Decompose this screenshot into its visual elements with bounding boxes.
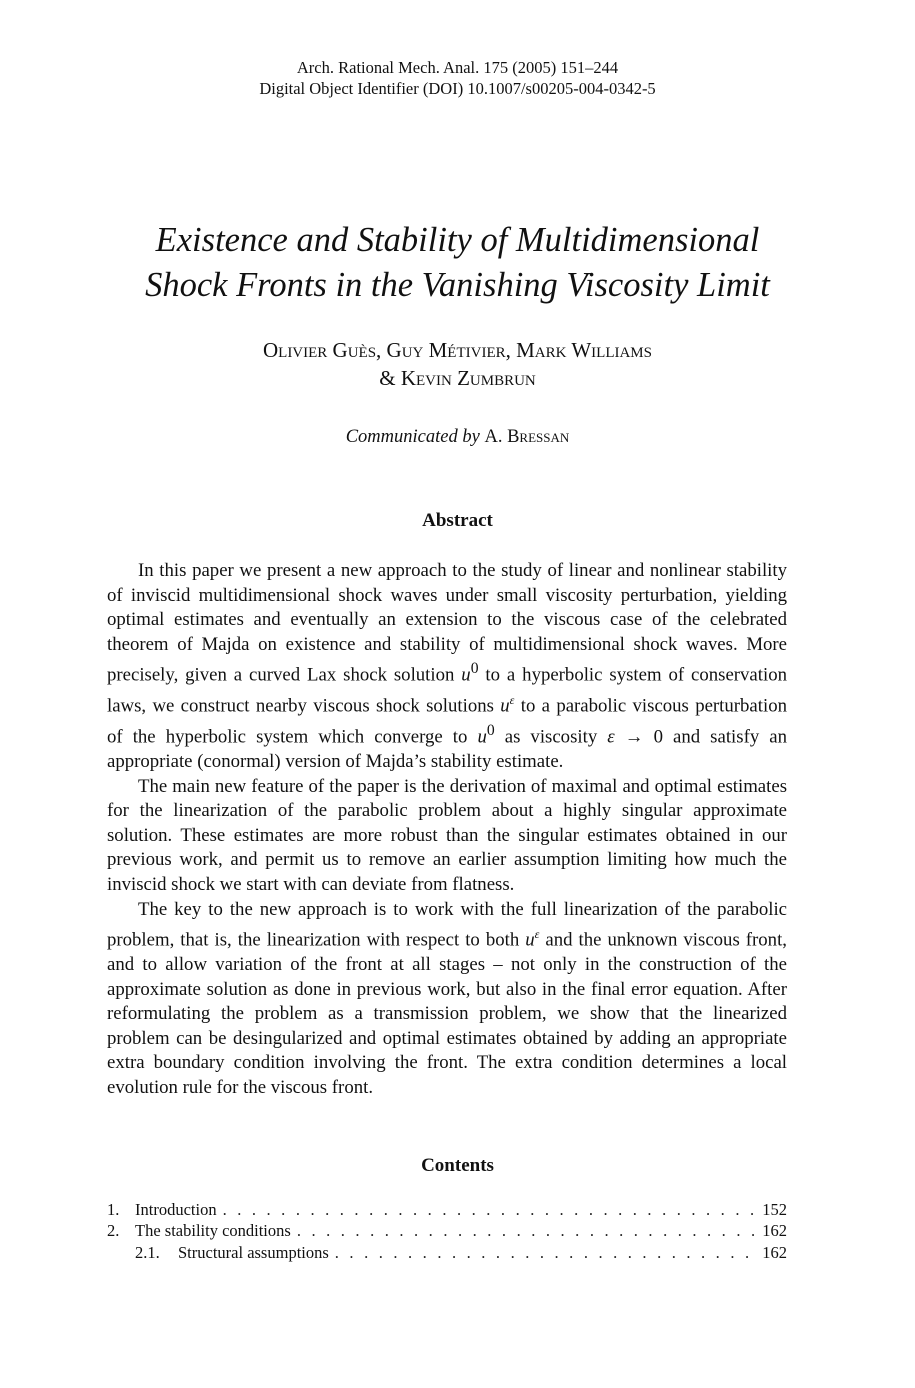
toc-leader-dots (297, 1220, 756, 1241)
abstract-paragraph-3 (107, 898, 787, 1101)
math-superscript-0: 0 (486, 722, 495, 740)
doi-line: Digital Object Identifier (DOI) 10.1007/s00205-004-0342-5 (259, 79, 656, 98)
toc-number: 2. (107, 1221, 120, 1241)
abstract-text: and the unknown viscous front, and to allow variation of the front at all stages – not only in the construction of the approximate solution as done in previous work, but also in the final error equation. After reformulating the problem as a transmission problem, we show that the linearized problem can be desingularized and optimal estimates obtained by adding an appropriate extra boundary condition involving the front. The extra condition determines a local evolution rule for the viscous front. (107, 929, 787, 1098)
toc-entry[interactable] (107, 1199, 787, 1220)
math-superscript-epsilon: ε (509, 693, 515, 708)
author-list (0, 336, 915, 392)
math-arrow-zero: → 0 (614, 726, 663, 748)
contents-heading: Contents (421, 1155, 494, 1176)
abstract-paragraph-2: The main new feature of the paper is the derivation of maximal and optimal estimates for the linearization of the parabolic problem about a highly singular approximate solution. These estimates are more robust than the singular estimates obtained in our previous work, and permit us to remove an earlier assumption limiting how much the inviscid shock we start with can deviate from flatness. (107, 775, 787, 895)
toc-number: 1. (107, 1200, 120, 1219)
toc-subentry[interactable] (107, 1242, 787, 1263)
abstract-text: and satisfy an appropriate (conormal) version of Majda’s stability estimate. (107, 726, 787, 772)
abstract-paragraph-1 (107, 559, 787, 775)
journal-citation: Arch. Rational Mech. Anal. 175 (2005) 151–244 (296, 58, 619, 77)
math-u: u (525, 929, 535, 951)
toc-page: 162 (762, 1221, 787, 1241)
math-epsilon: ε (607, 726, 615, 748)
toc-leader-dots (223, 1199, 757, 1220)
toc-page: 152 (762, 1200, 787, 1219)
title-line-1: Existence and Stability of Multidimensional (155, 221, 760, 259)
toc-entry[interactable] (107, 1220, 787, 1241)
communicated-prefix: Communicated by (345, 427, 480, 447)
toc-label: The stability conditions (135, 1221, 291, 1241)
paper-title (0, 218, 915, 308)
abstract-text: to a hyperbolic system of conservation laws, we construct nearby viscous shock solutions (107, 664, 787, 717)
toc-number: 2.1. (135, 1242, 160, 1262)
authors-line-2: & Kevin Zumbrun (379, 366, 536, 390)
abstract-heading: Abstract (422, 510, 493, 531)
math-u: u (461, 664, 471, 686)
communicating-editor: A. Bressan (484, 427, 570, 447)
math-superscript-epsilon: ε (534, 927, 540, 942)
table-of-contents (107, 1199, 787, 1263)
abstract-body (107, 559, 787, 1101)
math-superscript-0: 0 (470, 660, 479, 678)
toc-leader-dots (335, 1242, 756, 1263)
journal-header (0, 57, 915, 99)
abstract-text: to a parabolic viscous perturbation of the hyperbolic system which converge to (107, 695, 787, 748)
abstract-text: as viscosity (494, 726, 608, 748)
math-u: u (500, 695, 510, 717)
title-line-2: Shock Fronts in the Vanishing Viscosity Limit (145, 266, 770, 304)
toc-page: 162 (762, 1242, 787, 1262)
toc-label: Structural assumptions (178, 1242, 329, 1262)
authors-line-1: Olivier Guès, Guy Métivier, Mark Williams (262, 338, 652, 362)
abstract-text: The key to the new approach is to work with the full linearization of the parabolic problem, that is, the linearization with respect to both (107, 898, 787, 951)
toc-label: Introduction (135, 1200, 217, 1219)
abstract-text: In this paper we present a new approach to the study of linear and nonlinear stability of inviscid multidimensional shock waves under small viscosity perturbation, yielding optimal estimates and eventually an extension to the viscous case of the celebrated theorem of Majda on existence and stability of multidimensional shock waves. More precisely, given a curved Lax shock solution (107, 560, 787, 686)
math-u: u (477, 726, 487, 748)
communicated-by (0, 427, 915, 448)
